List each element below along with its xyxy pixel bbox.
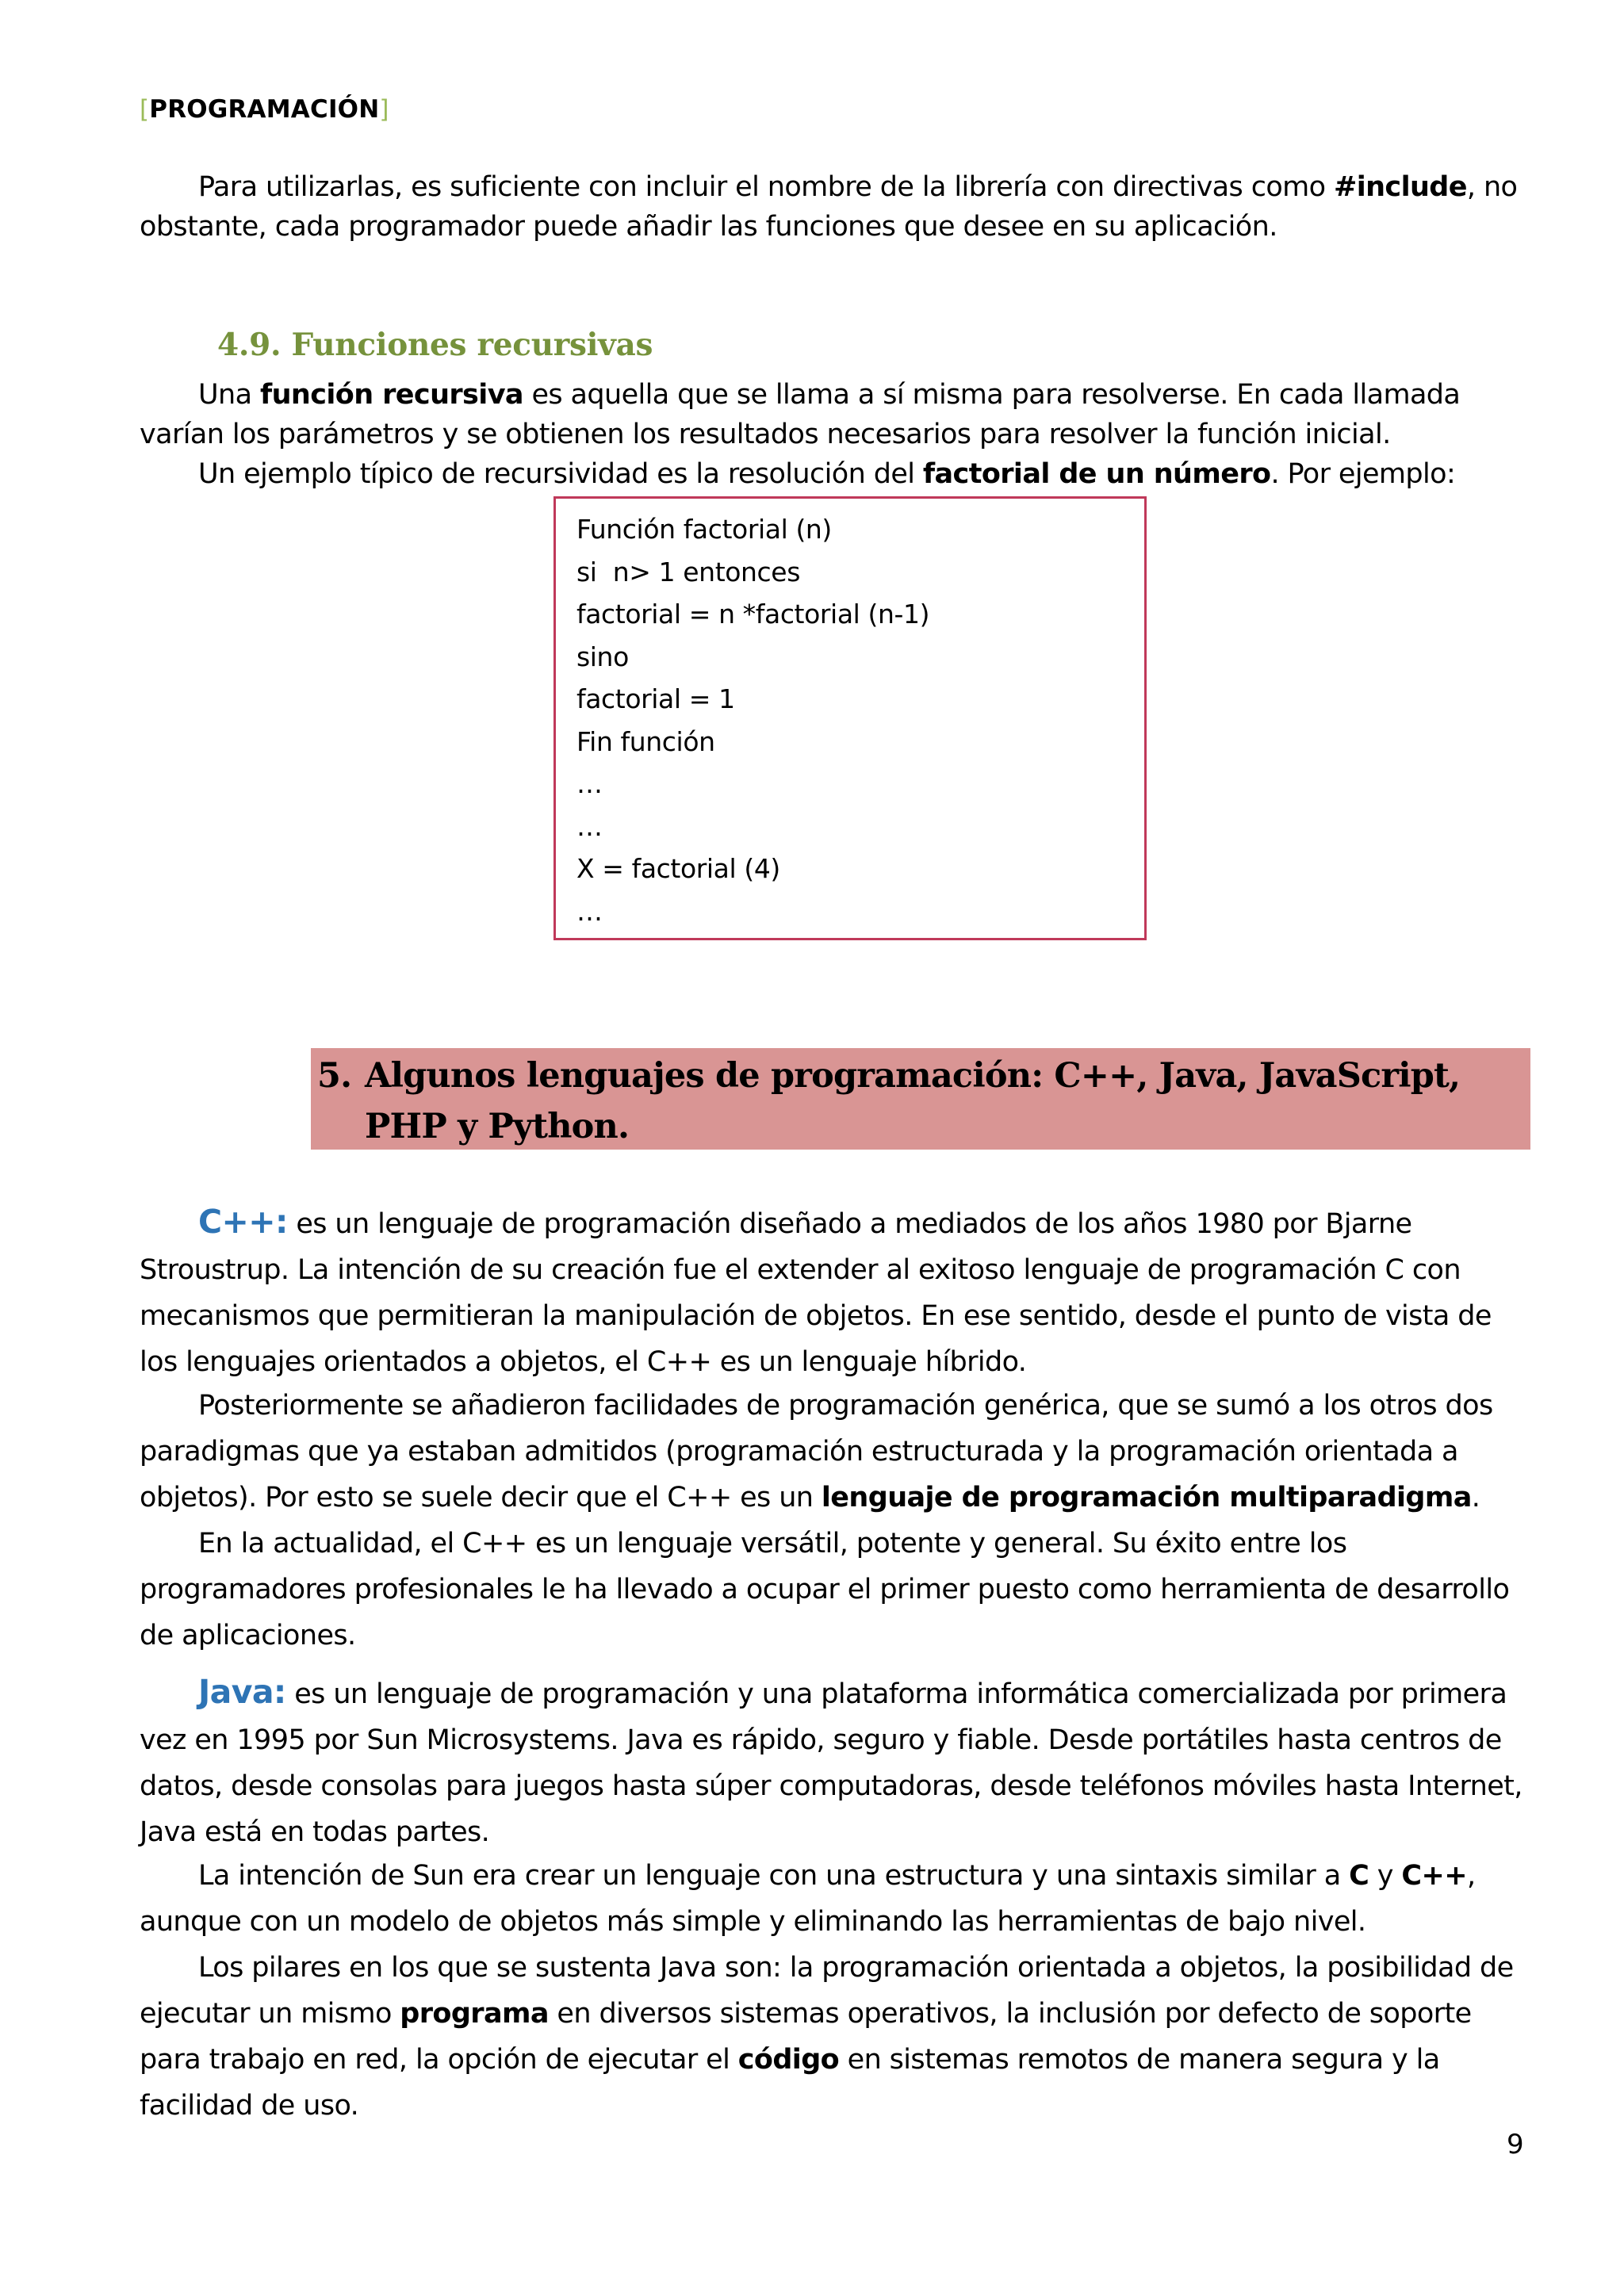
cpp-paragraph-2 (140, 1383, 1535, 1521)
java-cpp-term: C++ (1401, 1860, 1467, 1892)
code-line: factorial = n *factorial (n-1) (576, 599, 930, 629)
java-paragraph-2 (140, 1853, 1535, 1945)
code-line: … (576, 768, 603, 799)
java-text-2c: , aunque con un modelo de objetos más simple y eliminando las herramientas de bajo nivel. (140, 1860, 1476, 1938)
java-text-3a: Los pilares en los que se sustenta Java son: la programación orientada a objetos, la posibilidad de ejecutar un mismo (140, 1952, 1514, 2030)
header-bracket-close: ] (379, 95, 389, 124)
intro-text-2: , no obstante, cada programador puede añadir las funciones que desee en su aplicación. (140, 171, 1518, 243)
page-number: 9 (1507, 2129, 1524, 2160)
code-line: Fin función (576, 725, 715, 757)
cpp-paragraph-1 (140, 1199, 1535, 1385)
cpp-text-2a: Posteriormente se añadieron facilidades de programación genérica, que se sumó a los otros dos paradigmas que ya estaban admitidos (programación estructurada y la programación orientada a objetos). Por esto se suele decir que el C++ es un (140, 1390, 1493, 1513)
code-line: X = factorial (4) (576, 853, 780, 884)
recursion-text-2: es aquella que se llama a sí misma para resolverse. En cada llamada varían los parámetros y se obtienen los resultados necesarios para resolver la función inicial. (140, 379, 1461, 450)
pseudocode-box (553, 496, 1147, 940)
java-paragraph-3 (140, 1945, 1535, 2129)
code-line: … (576, 810, 603, 842)
java-paragraph-1 (140, 1669, 1535, 1855)
header-title: PROGRAMACIÓN (149, 95, 380, 124)
cpp-text-2b: . (1471, 1482, 1480, 1513)
code-line: … (576, 895, 603, 927)
section-5-number: 5. (317, 1056, 352, 1096)
java-c-term: C (1349, 1860, 1369, 1892)
section-4-9-heading: 4.9. Funciones recursivas (217, 327, 653, 363)
java-text-3c: en sistemas remotos de manera segura y la facilidad de uso. (140, 2044, 1440, 2122)
cpp-label: C++: (198, 1203, 288, 1241)
intro-paragraph (140, 167, 1535, 247)
java-text-2a: La intención de Sun era crear un lenguaje con una estructura y una sintaxis similar a (198, 1860, 1350, 1892)
java-label: Java: (198, 1673, 286, 1711)
intro-text-1: Para utilizarlas, es suficiente con incluir el nombre de la librería con directivas como (198, 171, 1334, 203)
section-5-heading (311, 1048, 1530, 1150)
recursion-definition-paragraph (140, 375, 1535, 454)
code-line: si n> 1 entonces (576, 556, 800, 587)
java-codigo-term: código (737, 2044, 840, 2076)
cpp-text-1: es un lenguaje de programación diseñado a mediados de los años 1980 por Bjarne Stroustrup. La intención de su creación fue el extender al exitoso lenguaje de programación C con mecanismos que permitieran la manipulación de objetos. En ese sentido, desde el punto de vista de los lenguajes orientados a objetos, el C++ es un lenguaje híbrido. (140, 1208, 1492, 1378)
java-text-1: es un lenguaje de programación y una plataforma informática comercializada por primera vez en 1995 por Sun Microsystems. Java es rápido, seguro y fiable. Desde portátiles hasta centros de datos, desde consolas para juegos hasta súper computadoras, desde teléfonos móviles hasta Internet, Java está en todas partes. (140, 1678, 1522, 1848)
cpp-text-3: En la actualidad, el C++ es un lenguaje versátil, potente y general. Su éxito entre los programadores profesionales le ha llevado a ocupar el primer puesto como herramienta de desarrollo de aplicaciones. (140, 1528, 1510, 1651)
java-text-2b: y (1369, 1860, 1402, 1892)
cpp-multiparadigm-term: lenguaje de programación multiparadigma (821, 1482, 1472, 1513)
code-line: sino (576, 641, 629, 672)
factorial-text-1: Un ejemplo típico de recursividad es la resolución del (198, 458, 923, 490)
intro-include-keyword: #include (1333, 171, 1467, 203)
code-line: factorial = 1 (576, 683, 735, 714)
code-line: Función factorial (n) (576, 514, 832, 545)
factorial-text-2: . Por ejemplo: (1270, 458, 1456, 490)
java-text-3b: en diversos sistemas operativos, la inclusión por defecto de soporte para trabajo en red, la opción de ejecutar el (140, 1998, 1472, 2076)
section-5-title: Algunos lenguajes de programación: C++, Java, JavaScript, PHP y Python. (365, 1056, 1461, 1146)
java-programa-term: programa (400, 1998, 549, 2030)
running-header (140, 95, 389, 124)
recursion-term: función recursiva (259, 379, 523, 411)
recursion-text-1: Una (198, 379, 260, 411)
cpp-paragraph-3 (140, 1521, 1535, 1659)
factorial-term: factorial de un número (922, 458, 1271, 490)
factorial-example-paragraph (140, 454, 1535, 494)
header-bracket-open: [ (140, 95, 150, 124)
